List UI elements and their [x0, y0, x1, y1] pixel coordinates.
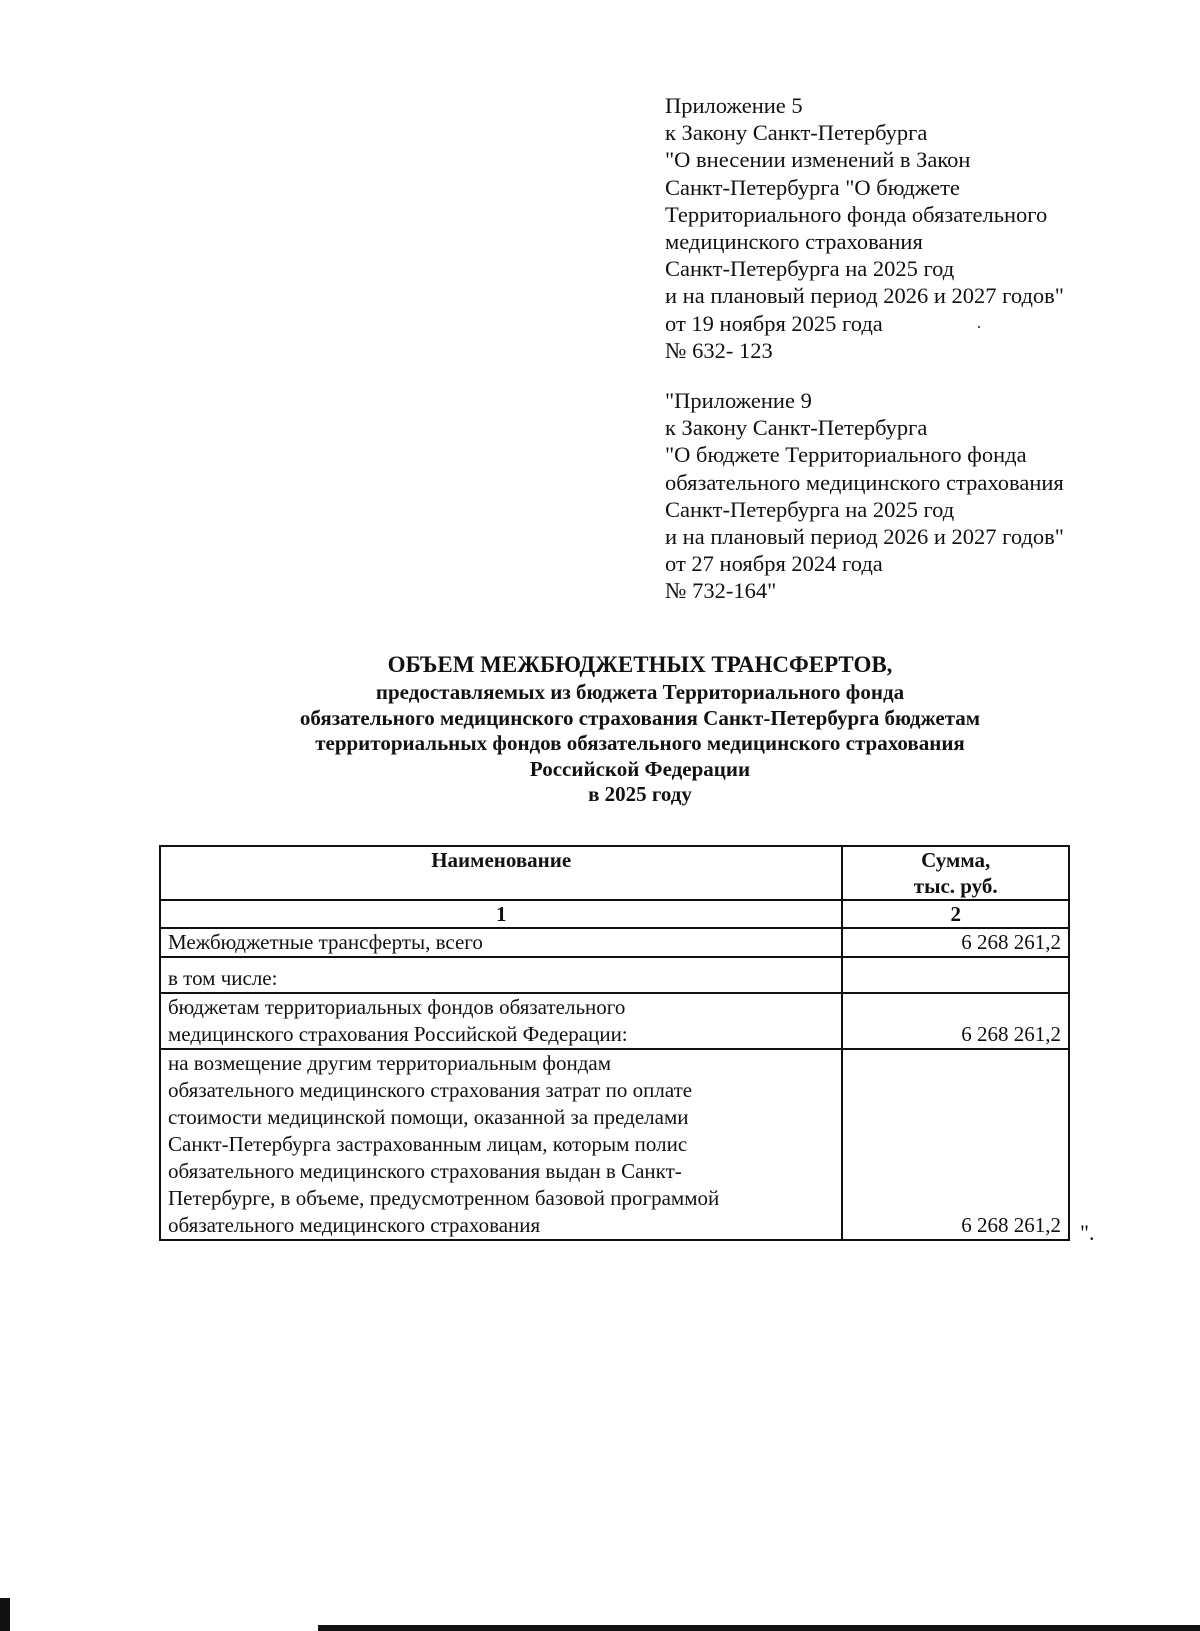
- column-number-row: [160, 900, 1069, 928]
- annex9-line: и на плановый период 2026 и 2027 годов": [665, 524, 1064, 550]
- scan-edge-line: [318, 1625, 1200, 1631]
- annex5-line: Санкт-Петербурга на 2025 год: [665, 256, 955, 282]
- annex9-line: обязательного медицинского страхования: [665, 469, 1064, 495]
- annex-5-reference: [665, 92, 1185, 364]
- row-amount: 6 268 261,2: [842, 993, 1069, 1049]
- table-row: [160, 957, 1069, 993]
- row-amount: 6 268 261,2: [842, 928, 1069, 957]
- row-name: в том числе:: [160, 957, 842, 993]
- annex9-line: Санкт-Петербурга на 2025 год: [665, 496, 955, 522]
- title-year: в 2025 году: [588, 782, 692, 806]
- title-subline: территориальных фондов обязательного медицинского страхования: [315, 731, 965, 755]
- header-name: Наименование: [160, 846, 842, 900]
- annex5-line: "О внесении изменений в Закон: [665, 147, 971, 173]
- row-name-line: Санкт-Петербурга застрахованным лицам, которым полис: [168, 1132, 688, 1156]
- row-name: Межбюджетные трансферты, всего: [160, 928, 842, 957]
- annex-9-reference: [665, 387, 1185, 605]
- header-amount: [842, 846, 1069, 900]
- annex9-line: "Приложение 9: [665, 388, 812, 413]
- row-name-line: медицинского страхования Российской Федерации:: [168, 1022, 628, 1046]
- row-name-line: обязательного медицинского страхования выдан в Санкт-: [168, 1159, 682, 1183]
- annex5-line: Санкт-Петербурга "О бюджете: [665, 174, 960, 200]
- column-number: 2: [842, 900, 1069, 928]
- scan-speck: [978, 326, 980, 328]
- annex5-line: Приложение 5: [665, 93, 803, 118]
- title-subline: обязательного медицинского страхования Санкт-Петербурга бюджетам: [299, 705, 981, 730]
- header-amount-line: Сумма,: [921, 848, 991, 872]
- title-main: ОБЪЕМ МЕЖБЮДЖЕТНЫХ ТРАНСФЕРТОВ,: [387, 652, 893, 677]
- scan-edge-corner: [0, 1598, 10, 1631]
- table-row: [160, 993, 1069, 1049]
- title-subline: предоставляемых из бюджета Территориального фонда: [375, 680, 905, 704]
- transfers-table: [159, 845, 1070, 1241]
- annex5-line: медицинского страхования: [665, 229, 923, 255]
- row-amount: [842, 957, 1069, 993]
- table-header-row: [160, 846, 1069, 900]
- column-number: 1: [160, 900, 842, 928]
- header-amount-unit: тыс. руб.: [913, 874, 998, 898]
- annex5-line: к Закону Санкт-Петербурга: [665, 120, 928, 146]
- title-subline: Российской Федерации: [529, 756, 751, 781]
- annex5-line: Территориального фонда обязательного: [665, 201, 1048, 227]
- row-name: [160, 993, 842, 1049]
- closing-quote-mark: ".: [1080, 1220, 1095, 1245]
- row-amount: 6 268 261,2: [842, 1049, 1069, 1240]
- row-name-line: обязательного медицинского страхования: [168, 1213, 541, 1237]
- document-title: [140, 650, 1140, 808]
- table-row: [160, 1049, 1069, 1240]
- row-name: [160, 1049, 842, 1240]
- annex9-line: к Закону Санкт-Петербурга: [665, 415, 928, 441]
- annex9-line: от 27 ноября 2024 года: [665, 551, 883, 577]
- annex5-line: от 19 ноября 2025 года: [665, 310, 883, 336]
- row-name-line: на возмещение другим территориальным фондам: [168, 1051, 611, 1075]
- table-row: [160, 928, 1069, 957]
- annex9-law-number: № 732-164": [665, 578, 777, 604]
- row-name-line: стоимости медицинской помощи, оказанной за пределами: [168, 1105, 689, 1129]
- annex9-line: "О бюджете Территориального фонда: [665, 442, 1027, 468]
- row-name-line: бюджетам территориальных фондов обязательного: [168, 995, 626, 1019]
- annex5-law-number: № 632- 123: [665, 337, 773, 363]
- row-name-line: обязательного медицинского страхования затрат по оплате: [168, 1078, 693, 1102]
- annex5-line: и на плановый период 2026 и 2027 годов": [665, 283, 1064, 309]
- row-name-line: Петербурге, в объеме, предусмотренном базовой программой: [168, 1186, 720, 1210]
